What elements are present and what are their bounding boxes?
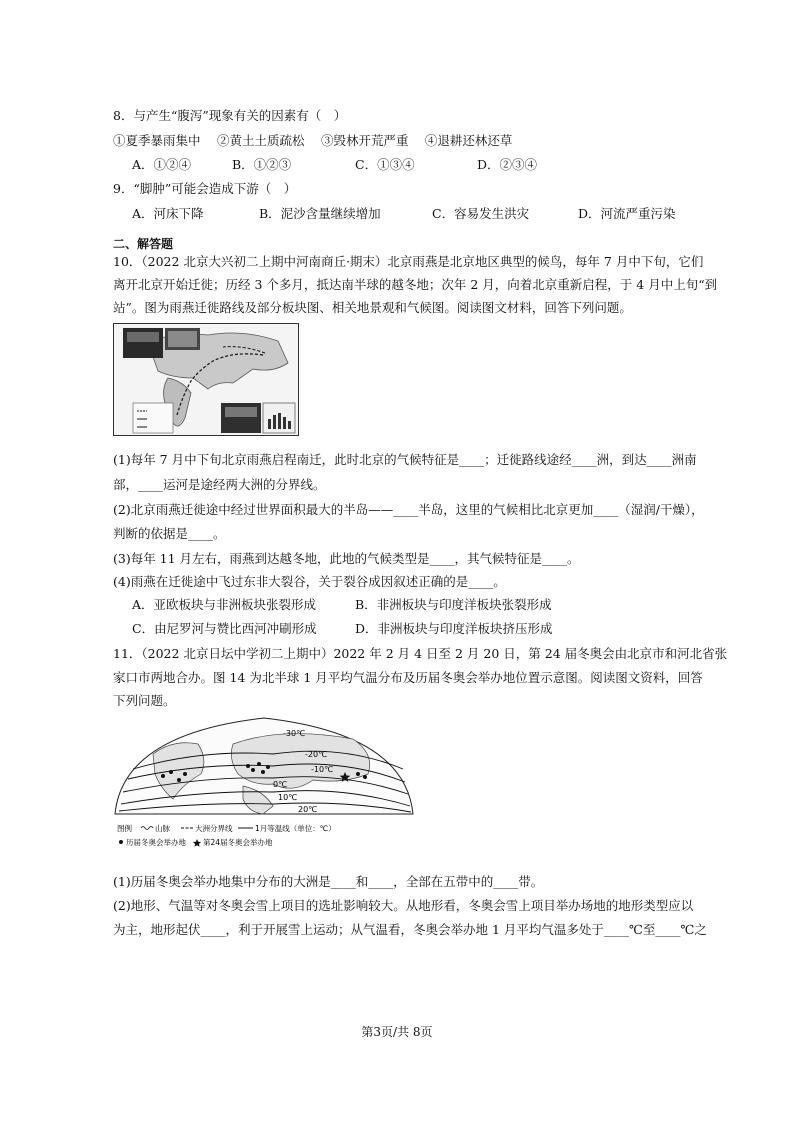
q10-migration-map-figure xyxy=(113,323,299,436)
q11-stem-line-1: 11．（2022 北京日坛中学初二上期中）2022 年 2 月 4 日至 2 月 20 日，第 24 届冬奥会由北京市和河北省张 xyxy=(113,646,728,661)
q9-option-c: C．容易发生洪灾 xyxy=(432,206,530,221)
q10-option-c: C．由尼罗河与赞比西河冲刷形成 xyxy=(132,621,317,636)
host-legend-icon xyxy=(119,840,123,844)
isotherm-label: 10℃ xyxy=(278,793,298,802)
q9-option-d: D．河流严重污染 xyxy=(578,206,676,221)
q10-sub1-line-1: (1)每年 7 月中下旬北京雨燕启程南迁，此时北京的气候特征是____；迁徙路线途经____洲，到达____洲南 xyxy=(113,452,697,467)
q10-sub4: (4)雨燕在迁徙途中飞过东非大裂谷，关于裂谷成因叙述正确的是____。 xyxy=(113,574,506,589)
legend-isotherm: 1月等温线（单位：℃） xyxy=(255,824,336,833)
q10-option-d: D．非洲板块与印度洋板块挤压形成 xyxy=(355,621,553,636)
q10-option-b: B．非洲板块与印度洋板块张裂形成 xyxy=(355,597,552,612)
isotherm-label: 0℃ xyxy=(273,780,288,789)
isotherm-label: 20℃ xyxy=(298,805,318,814)
page-footer: 第3页/共 8页 xyxy=(361,1025,433,1039)
q11-stem-line-3: 下列问题。 xyxy=(113,693,176,708)
q9-option-a: A．河床下降 xyxy=(132,206,204,221)
q11-sub2-line-1: (2)地形、气温等对冬奥会雪上项目的选址影响较大。从地形看，冬奥会雪上项目举办场地的地形类型应以 xyxy=(113,898,694,913)
q9-option-b: B．泥沙含量继续增加 xyxy=(259,206,381,221)
q8-option-d: D．②③④ xyxy=(477,157,538,172)
q8-option-c: C．①③④ xyxy=(355,157,415,172)
q8-option-a: A．①②④ xyxy=(132,157,192,172)
q10-sub1-line-2: 部，____运河是途经两大洲的分界线。 xyxy=(113,477,326,492)
q10-sub2-line-2: 判断的依据是____。 xyxy=(113,526,226,541)
legend-mountain: 山脉 xyxy=(155,824,170,833)
q11-sub2-line-2: 为主，地形起伏____，利于开展雪上运动；从气温看，冬奥会举办地 1 月平均气温多处于____℃至____℃之 xyxy=(113,922,707,937)
legend-boundary: 大洲分界线 xyxy=(195,824,233,833)
section-title: 二、解答题 xyxy=(113,237,174,251)
legend-title: 图例 xyxy=(117,824,132,833)
q8-option-b: B．①②③ xyxy=(232,157,292,172)
isotherm-label: -30℃ xyxy=(283,729,306,738)
q11-isotherm-map-figure xyxy=(113,714,415,849)
isotherm-label: -10℃ xyxy=(311,765,334,774)
legend-24th: 第24届冬奥会举办地 xyxy=(203,838,273,847)
q10-option-a: A．亚欧板块与非洲板块张裂形成 xyxy=(132,597,317,612)
q9-stem: 9．“脚肿”可能会造成下游（ ） xyxy=(113,181,297,196)
q10-stem-line-3: 站”。图为雨燕迁徙路线及部分板块图、相关地景观和气候图。阅读图文材料，回答下列问题。 xyxy=(113,300,632,315)
isotherm-label: -20℃ xyxy=(305,750,328,759)
q11-sub1: (1)历届冬奥会举办地集中分布的大洲是____和____，全部在五带中的____带。 xyxy=(113,874,544,889)
q10-stem-line-1: 10．（2022 北京大兴初二上期中河南商丘·期末）北京雨燕是北京地区典型的候鸟，每年 7 月中下旬，它们 xyxy=(113,254,704,269)
q11-stem-line-2: 家口市两地合办。图 14 为北半球 1 月平均气温分布及历届冬奥会举办地位置示意图。阅读图文资料，回答 xyxy=(113,670,703,685)
q10-sub3: (3)每年 11 月左右，雨燕到达越冬地，此地的气候类型是____，其气候特征是____。 xyxy=(113,551,580,566)
legend-hosts: 历届冬奥会举办地 xyxy=(126,838,186,847)
q8-statements: ①夏季暴雨集中 ②黄土土质疏松 ③毁林开荒严重 ④退耕还林还草 xyxy=(113,133,513,148)
q10-stem-line-2: 离开北京开始迁徙；历经 3 个多月，抵达南半球的越冬地；次年 2 月，向着北京重新启程，于 4 月中上旬“到 xyxy=(113,277,718,292)
q10-sub2-line-1: (2)北京雨燕迁徙途中经过世界面积最大的半岛——____半岛，这里的气候相比北京更加____（湿润/干燥）， xyxy=(113,502,704,517)
q8-stem: 8．与产生“腹泻”现象有关的因素有（ ） xyxy=(113,108,347,123)
